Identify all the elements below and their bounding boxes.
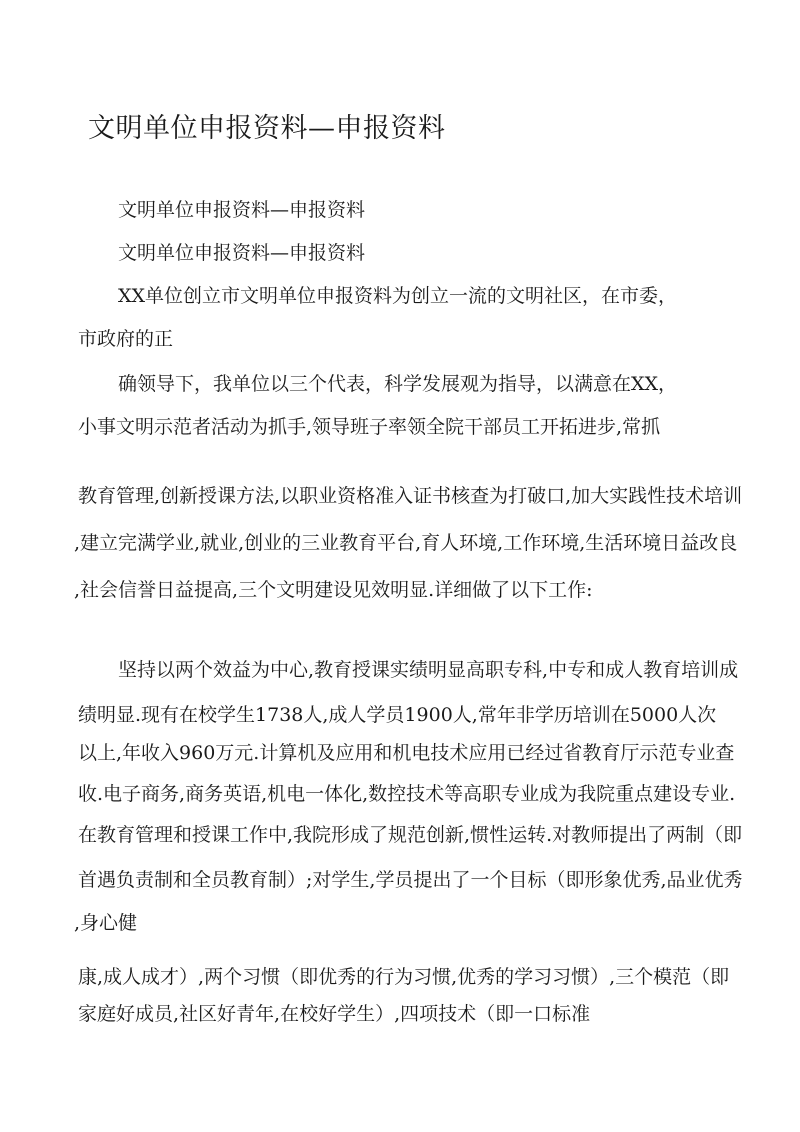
paragraph-line: 确领导下，我单位以三个代表，科学发展观为指导，以满意在XX， <box>118 373 678 395</box>
paragraph-line: 绩明显.现有在校学生1738人,成人学员1900人,常年非学历培训在5000人次 <box>78 704 717 726</box>
paragraph-line: 教育管理,创新授课方法,以职业资格准入证书核查为打破口,加大实践性技术培训 <box>78 485 743 507</box>
paragraph-line: XX单位创立市文明单位申报资料为创立一流的文明社区，在市委， <box>118 285 678 307</box>
document-title: 文明单位申报资料—申报资料 <box>88 113 446 144</box>
paragraph-line: 在教育管理和授课工作中,我院形成了规范创新,惯性运转.对教师提出了两制（即 <box>78 824 743 846</box>
paragraph-line: 文明单位申报资料—申报资料 <box>118 199 366 221</box>
paragraph-line: 收.电子商务,商务英语,机电一体化,数控技术等高职专业成为我院重点建设专业. <box>78 783 736 805</box>
paragraph-line: 首遇负责制和全员教育制）;对学生,学员提出了一个目标（即形象优秀,品业优秀 <box>78 869 743 891</box>
paragraph-line: ,身心健 <box>74 912 138 934</box>
paragraph-line: 坚持以两个效益为中心,教育授课实绩明显高职专科,中专和成人教育培训成 <box>118 659 739 681</box>
paragraph-line: 家庭好成员,社区好青年,在校好学生）,四项技术（即一口标准 <box>78 1003 591 1025</box>
paragraph-line: 以上,年收入960万元.计算机及应用和机电技术应用已经过省教育厅示范专业查 <box>78 742 735 764</box>
paragraph-line: 市政府的正 <box>78 328 174 350</box>
paragraph-line: 文明单位申报资料—申报资料 <box>118 242 366 264</box>
paragraph-line: 小事文明示范者活动为抓手,领导班子率领全院干部员工开拓进步,常抓 <box>78 416 661 438</box>
paragraph-line: ,社会信誉日益提高,三个文明建设见效明显.详细做了以下工作: <box>74 579 593 601</box>
paragraph-line: 康,成人成才）,两个习惯（即优秀的行为习惯,优秀的学习习惯）,三个模范（即 <box>78 966 730 988</box>
paragraph-line: ,建立完满学业,就业,创业的三业教育平台,育人环境,工作环境,生活环境日益改良 <box>74 532 738 554</box>
